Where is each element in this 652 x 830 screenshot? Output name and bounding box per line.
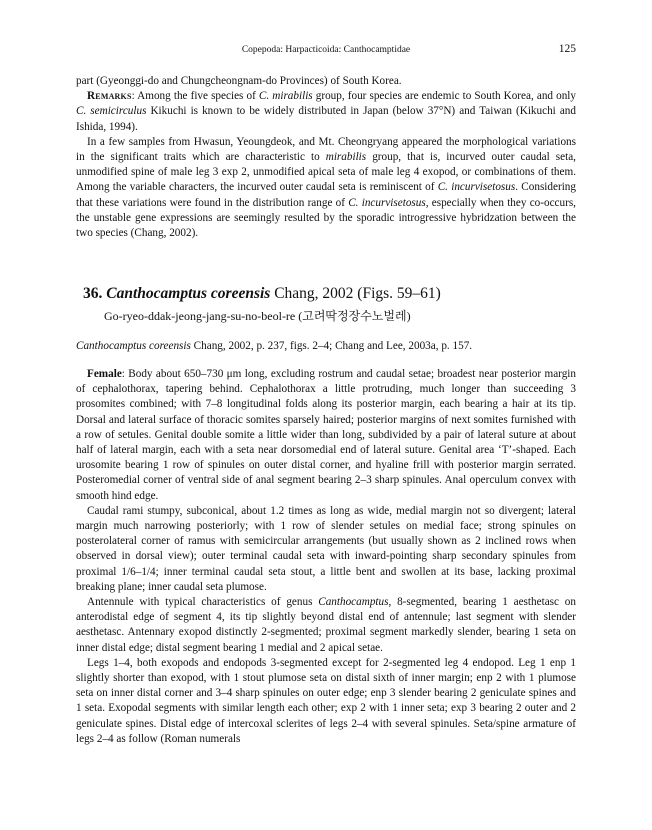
running-title: Copepoda: Harpacticoida: Canthocamptidae (241, 45, 411, 55)
distribution-paragraph: part (Gyeonggi-do and Chungcheongnam-do Provinces) of South Korea. (76, 75, 402, 87)
female-paragraph: Female: Body about 650–730 μm long, excluding rostrum and caudal setae; broadest near posterior margin of cephalothorax, tapering behind. Cephalothorax a little protruding, much longer than succeeding 3 prosomites combined; with 7–8 longitudinal folds along its posterior margin, each bearing a hair at its tip. Dorsal and lateral surface of thoracic somites sparsely haired; posterior margins of next somites furnished with a row of setules. Genital double somite a little wider than long, subdivided by a pair of lateral suture at about half of lateral margin, each with a seta near dorsomedial end of lateral suture. Genital area ‘T’-shaped. Each urosomite bearing 1 row of spinules on outer distal corner, and hyaline frill with posterior margin serrated. Posteromedial corner of ventral side of anal segment bearing 2–3 sharp spinules. Anal operculum convex with smooth hind edge. (76, 368, 576, 502)
species-name: Canthocamptus coreensis (106, 285, 271, 302)
species-authority: Chang, 2002 (Figs. 59–61) (270, 285, 441, 302)
legs-paragraph: Legs 1–4, both exopods and endopods 3-segmented except for 2-segmented leg 4 endopod. Leg 1 enp 1 slightly shorter than exopod, with 1 stout plumose seta on distal sixth of inner margin; enp 2 with 1 plumose seta on inner distal corner and 3–4 sharp spinules on outer edge; enp 3 slender bearing 2 geniculate spines and 1 seta. Exopodal segments with similar length each other; exp 2 with 1 inner seta; exp 3 bearing 2 outer and 2 geniculate spines. Distal edge of intercoxal sclerites of legs 2–4 with several spinules. Seta/spine armature of legs 2–4 as follow (Roman numerals (76, 656, 576, 745)
caudal-rami-paragraph: Caudal rami stumpy, subconical, about 1.2 times as long as wide, medial margin not so divergent; lateral margin much narrowing posteriorly; with 1 row of slender setules on medial face; strong spinules on posterolateral corner of ramus with semicircular arrangements (but usually shown as 2 inclined rows when observed in dorsal view); outer terminal caudal seta with inward-pointing sharp secondary spinules from proximal 1/6–1/4; inner terminal caudal seta stout, a little bent and swollen at its base, lacking proximal breaking plane; inner caudal seta plumose. (76, 504, 576, 593)
female-label: Female (87, 368, 122, 380)
remarks-paragraph: Remarks: Among the five species of C. mirabilis group, four species are endemic to South Korea, and only C. semicirculus Kikuchi is known to be widely distributed in Japan (below 37°N) and Taiwan (Kikuchi and Ishida, 1994). (76, 90, 576, 133)
section-heading (83, 285, 441, 303)
remarks-label: Remarks (87, 90, 132, 103)
variation-paragraph: In a few samples from Hwasun, Yeoungdeok, and Mt. Cheongryang appeared the morphological variations in the significant traits which are characteristic to mirabilis group, that is, incurved outer caudal seta, unmodified spine of male leg 3 exp 2, unmodified apical seta of male leg 4 exopod, or combinations of them. Among the variable characters, the incurved outer caudal seta is reminiscent of C. incurvisetosus. Considering that these variations were found in the distribution range of C. incurvisetosus, especially when they co-occurs, the unstable gene expressions are seemingly resulted by the sporadic introgressive hybridzation between the two species (Chang, 2002). (76, 135, 576, 240)
description-text-block (76, 367, 576, 747)
synonymy-citation: Canthocamptus coreensis Chang, 2002, p. 237, figs. 2–4; Chang and Lee, 2003a, p. 157. (76, 340, 473, 352)
antennule-paragraph: Antennule with typical characteristics of genus Canthocamptus, 8-segmented, bearing 1 aesthetasc on anterodistal edge of segment 4, its tip slightly beyond distal end of antennule; last segment with slender aesthetasc. Antennary exopod distinctly 2-segmented; proximal segment markedly slender, bearing 1 seta on inner distal edge; distal segment bearing 1 medial and 2 apical setae. (76, 596, 576, 654)
page-header (76, 44, 576, 60)
section-number: 36. (83, 285, 103, 302)
intro-text-block (76, 74, 576, 241)
korean-common-name: Go-ryeo-ddak-jeong-jang-su-no-beol-re (고려딱정장수노벌레) (104, 309, 411, 323)
page-number: 125 (558, 43, 576, 55)
